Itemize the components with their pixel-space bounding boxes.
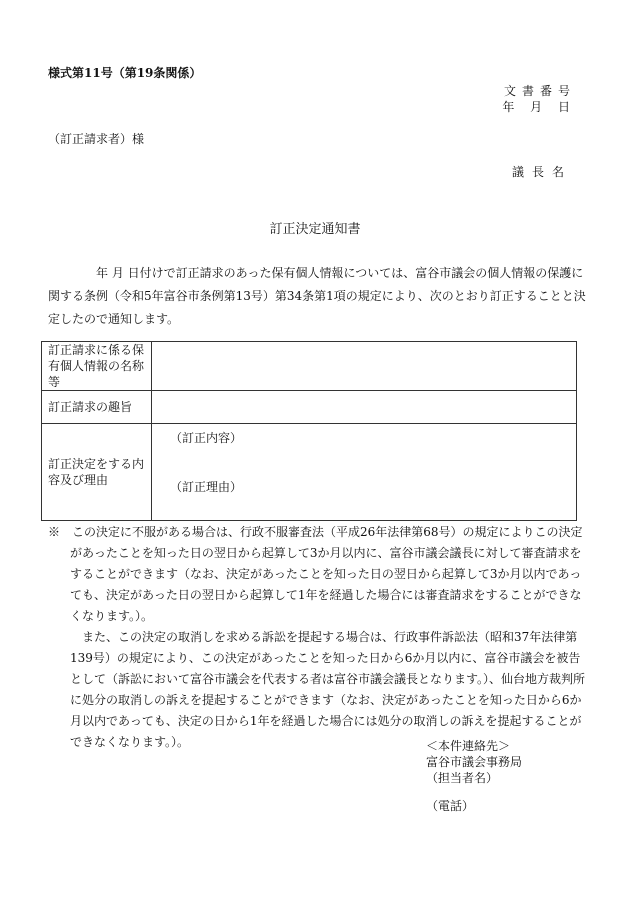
correction-content-label: （訂正内容） xyxy=(170,431,243,445)
contact-heading: ＜本件連絡先＞ xyxy=(426,739,511,753)
contact-office: 富谷市議会事務局 xyxy=(426,755,523,769)
row2-value xyxy=(152,391,577,424)
notes-section xyxy=(48,522,586,753)
contact-block xyxy=(426,738,522,814)
intro-paragraph xyxy=(48,262,586,331)
document-title: 訂正決定通知書 xyxy=(269,222,361,237)
document-date: 年 月 日 xyxy=(502,100,576,114)
document-number: 文書番号 xyxy=(503,84,576,98)
row1-value xyxy=(152,342,577,391)
intro-text: 年 月 日付けで訂正請求のあった保有個人情報については、富谷市議会の個人情報の保護に関する条例（令和5年富谷市条例第13号）第34条第1項の規定により、次のとおり訂正することと決定したので通知します。 xyxy=(48,266,586,326)
table-row xyxy=(42,391,577,424)
contact-person: （担当者名） xyxy=(426,771,499,785)
row2-label: 訂正請求の趣旨 xyxy=(42,391,152,424)
note-appeal: ※ この決定に不服がある場合は、行政不服審査法（平成26年法律第68号）の規定によりこの決定があったことを知った日の翌日から起算して3か月以内に、富谷市議会議長に対して審査請求をすることができます（なお、決定があったことを知った日の翌日から起算して3か月以内であっても、決定があった日の翌日から起算して1年を経過した場合には審査請求をすることができなくなります。）。 xyxy=(48,525,583,623)
table-row xyxy=(42,424,577,521)
table-row xyxy=(42,342,577,391)
form-number: 様式第11号（第19条関係） xyxy=(48,66,202,80)
row3-label: 訂正決定をする内容及び理由 xyxy=(42,424,152,521)
note-lawsuit: また、この決定の取消しを求める訴訟を提起する場合は、行政事件訴訟法（昭和37年法律第139号）の規定により、この決定があったことを知った日から6か月以内に、富谷市議会を被告として（訴訟において富谷市議会を代表する者は富谷市議会議長となります。）、仙台地方裁判所に処分の取消しの訴えを提起することができます（なお、決定があったことを知った日から6か月以内であっても、決定の日から1年を経過した場合には処分の取消しの訴えを提起することができなくなります。）。 xyxy=(70,630,586,749)
recipient-name: （訂正請求者）様 xyxy=(48,132,145,146)
contact-phone: （電話） xyxy=(426,799,475,813)
correction-reason-label: （訂正理由） xyxy=(170,480,243,494)
row3-value xyxy=(152,424,577,521)
correction-table xyxy=(41,341,577,521)
row1-label: 訂正請求に係る保有個人情報の名称等 xyxy=(42,342,152,391)
chair-name: 議長名 xyxy=(511,165,572,179)
